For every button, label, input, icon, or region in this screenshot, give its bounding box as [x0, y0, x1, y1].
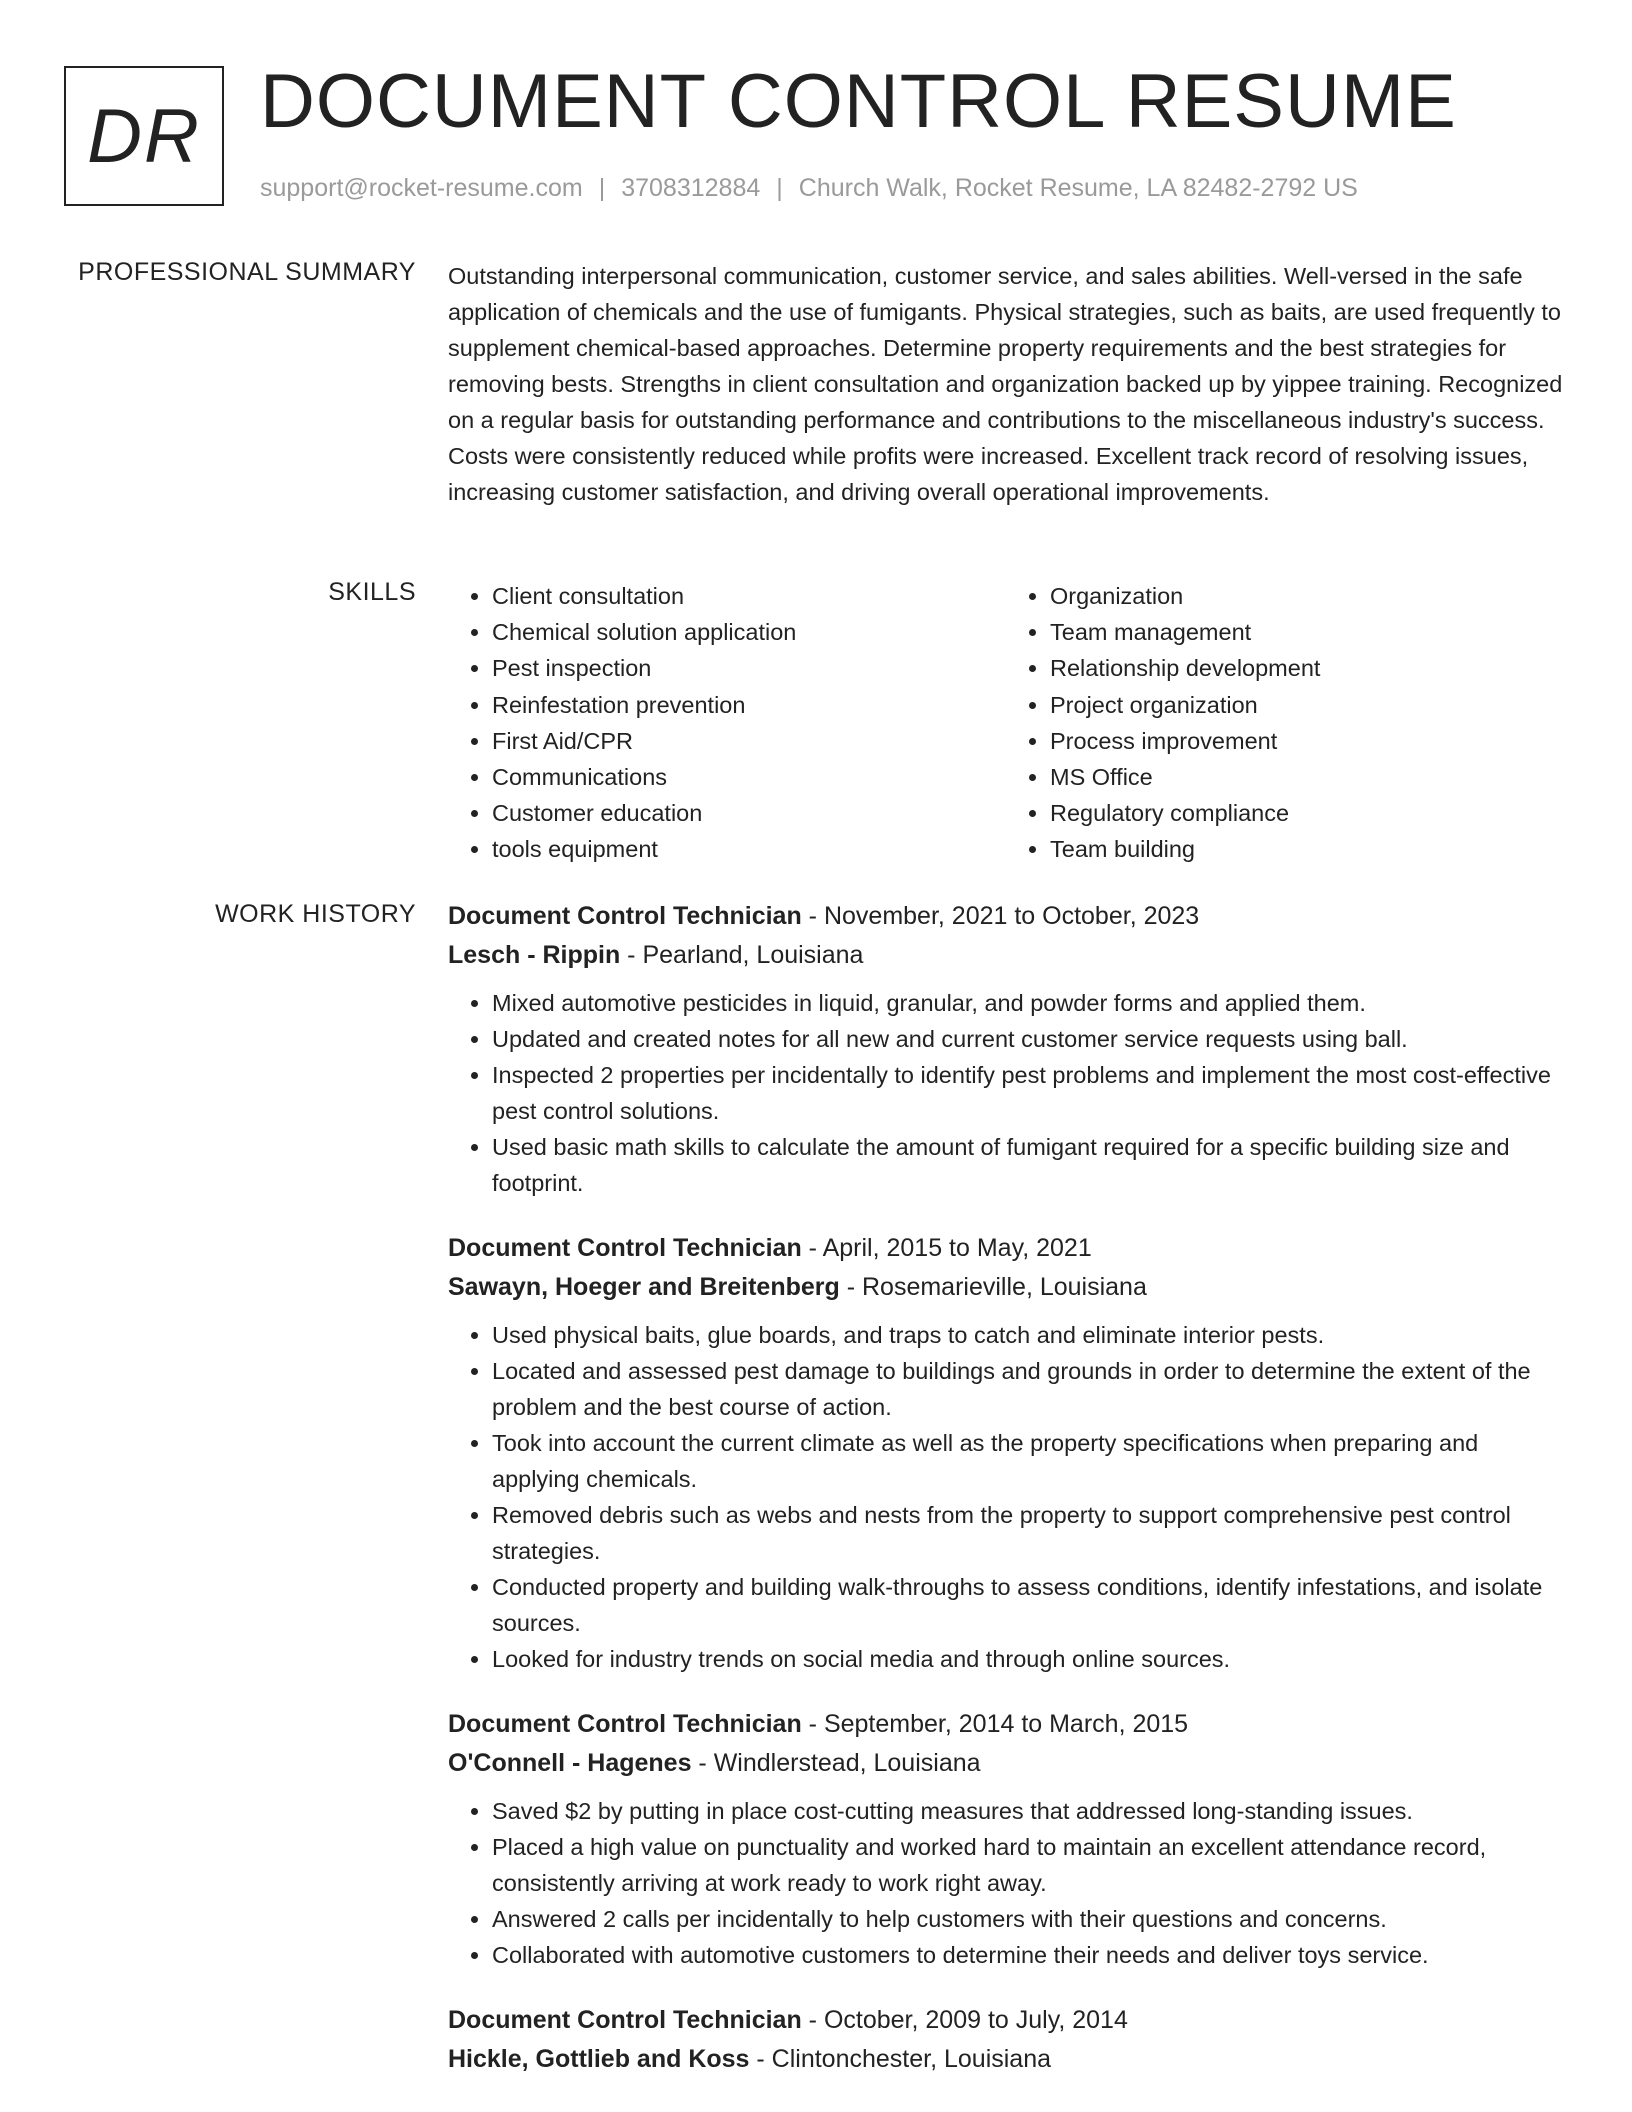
- skill-item: • First Aid/CPR: [492, 723, 1006, 759]
- job-bullet: • Mixed automotive pesticides in liquid, granular, and powder forms and applied them.: [492, 985, 1564, 1021]
- job-dash: -: [801, 902, 824, 930]
- skills-list-left: [448, 578, 1006, 868]
- job-company-line: [448, 1744, 1564, 1783]
- skill-item: • Chemical solution application: [492, 614, 1006, 650]
- job-company: Lesch - Rippin: [448, 941, 621, 969]
- skill-item: • Reinfestation prevention: [492, 687, 1006, 723]
- job-dash: -: [801, 1710, 824, 1738]
- job-bullet: • Answered 2 calls per incidentally to help customers with their questions and concerns.: [492, 1901, 1564, 1937]
- job-bullet: • Removed debris such as webs and nests from the property to support comprehensive pest control strategies.: [492, 1497, 1564, 1569]
- skill-item: • tools equipment: [492, 831, 1006, 867]
- job-location: Windlerstead, Louisiana: [713, 1749, 981, 1777]
- job-location: Clintonchester, Louisiana: [771, 2045, 1052, 2073]
- skill-item: • Regulatory compliance: [1050, 795, 1564, 831]
- contact-phone: 3708312884: [621, 174, 761, 202]
- job-title: Document Control Technician: [448, 2006, 802, 2034]
- job-dash: -: [691, 1749, 714, 1777]
- skill-item: • Relationship development: [1050, 650, 1564, 686]
- skill-item: • Organization: [1050, 578, 1564, 614]
- job-company-line: [448, 936, 1564, 975]
- job-title-line: [448, 1229, 1564, 1268]
- resume-title: DOCUMENT CONTROL RESUME: [260, 59, 1457, 144]
- job-bullet: • Collaborated with automotive customers to determine their needs and deliver toys service.: [492, 1937, 1564, 1973]
- job-bullet: • Conducted property and building walk-throughs to assess conditions, identify infestations, and isolate sources.: [492, 1569, 1564, 1641]
- job-title: Document Control Technician: [448, 902, 802, 930]
- job-bullets: [448, 1317, 1564, 1677]
- skill-item: • MS Office: [1050, 759, 1564, 795]
- skills-heading: SKILLS: [328, 578, 416, 606]
- skill-item: • Process improvement: [1050, 723, 1564, 759]
- contact-line: [260, 174, 1358, 203]
- job-bullets: [448, 985, 1564, 1201]
- job-bullet: • Saved $2 by putting in place cost-cutting measures that addressed long-standing issues.: [492, 1793, 1564, 1829]
- job-company-line: [448, 1268, 1564, 1307]
- job-bullet: • Updated and created notes for all new and current customer service requests using ball.: [492, 1021, 1564, 1057]
- skill-item: • Client consultation: [492, 578, 1006, 614]
- job-bullets: [448, 1793, 1564, 1973]
- skill-item: • Team building: [1050, 831, 1564, 867]
- job-dates: November, 2021 to October, 2023: [823, 902, 1200, 930]
- skills-list-right: [1006, 578, 1564, 868]
- job-entry: [448, 897, 1564, 1201]
- job-company: Hickle, Gottlieb and Koss: [448, 2045, 750, 2073]
- job-dash: -: [620, 941, 643, 969]
- contact-separator: |: [776, 174, 783, 202]
- job-entry: [448, 1229, 1564, 1677]
- job-title-line: [448, 1705, 1564, 1744]
- job-bullet: • Inspected 2 properties per incidentally to identify pest problems and implement the most cost-effective pest control solutions.: [492, 1057, 1564, 1129]
- monogram-badge: DR: [64, 66, 224, 206]
- job-title: Document Control Technician: [448, 1234, 802, 1262]
- job-bullet: • Took into account the current climate as well as the property specifications when preparing and applying chemicals.: [492, 1425, 1564, 1497]
- job-title-line: [448, 2001, 1564, 2040]
- skill-item: • Team management: [1050, 614, 1564, 650]
- job-dash: -: [801, 2006, 824, 2034]
- work-history-heading: WORK HISTORY: [215, 900, 416, 928]
- job-dates: October, 2009 to July, 2014: [823, 2006, 1128, 2034]
- skill-item: • Communications: [492, 759, 1006, 795]
- contact-separator: |: [598, 174, 606, 202]
- summary-heading: PROFESSIONAL SUMMARY: [78, 258, 416, 286]
- job-location: Rosemarieville, Louisiana: [862, 1273, 1147, 1301]
- job-dates: April, 2015 to May, 2021: [822, 1234, 1092, 1262]
- job-company-line: [448, 2040, 1564, 2079]
- job-bullet: • Located and assessed pest damage to buildings and grounds in order to determine the extent of the problem and the best course of action.: [492, 1353, 1564, 1425]
- job-dates: September, 2014 to March, 2015: [823, 1710, 1189, 1738]
- job-bullet: • Looked for industry trends on social media and through online sources.: [492, 1641, 1564, 1677]
- skill-item: • Pest inspection: [492, 650, 1006, 686]
- work-history-list: [448, 897, 1564, 2107]
- skill-item: • Project organization: [1050, 687, 1564, 723]
- skill-item: • Customer education: [492, 795, 1006, 831]
- job-bullet: • Used physical baits, glue boards, and traps to catch and eliminate interior pests.: [492, 1317, 1564, 1353]
- job-location: Pearland, Louisiana: [642, 941, 864, 969]
- job-dash: -: [839, 1273, 862, 1301]
- job-bullet: • Used basic math skills to calculate the amount of fumigant required for a specific building size and footprint.: [492, 1129, 1564, 1201]
- job-dash: -: [749, 2045, 772, 2073]
- job-entry: [448, 1705, 1564, 1973]
- job-company: O'Connell - Hagenes: [448, 1749, 692, 1777]
- summary-text: Outstanding interpersonal communication, customer service, and sales abilities. Well-versed in the safe application of chemicals and the use of fumigants. Physical strategies, such as baits, are used frequently to supplement chemical-based approaches. Determine property requirements and the best strategies for removing bests. Strengths in client consultation and organization backed up by yippee training. Recognized on a regular basis for outstanding performance and contributions to the miscellaneous industry's success. Costs were consistently reduced while profits were increased. Excellent track record of resolving issues, increasing customer satisfaction, and driving overall operational improvements.: [448, 263, 1563, 505]
- job-company: Sawayn, Hoeger and Breitenberg: [448, 1273, 840, 1301]
- job-title: Document Control Technician: [448, 1710, 802, 1738]
- job-title-line: [448, 897, 1564, 936]
- contact-address: Church Walk, Rocket Resume, LA 82482-2792 US: [798, 174, 1358, 202]
- contact-email: support@rocket-resume.com: [260, 174, 583, 202]
- job-bullet: • Placed a high value on punctuality and worked hard to maintain an excellent attendance record, consistently arriving at work ready to work right away.: [492, 1829, 1564, 1901]
- job-entry: [448, 2001, 1564, 2079]
- job-dash: -: [801, 1234, 823, 1262]
